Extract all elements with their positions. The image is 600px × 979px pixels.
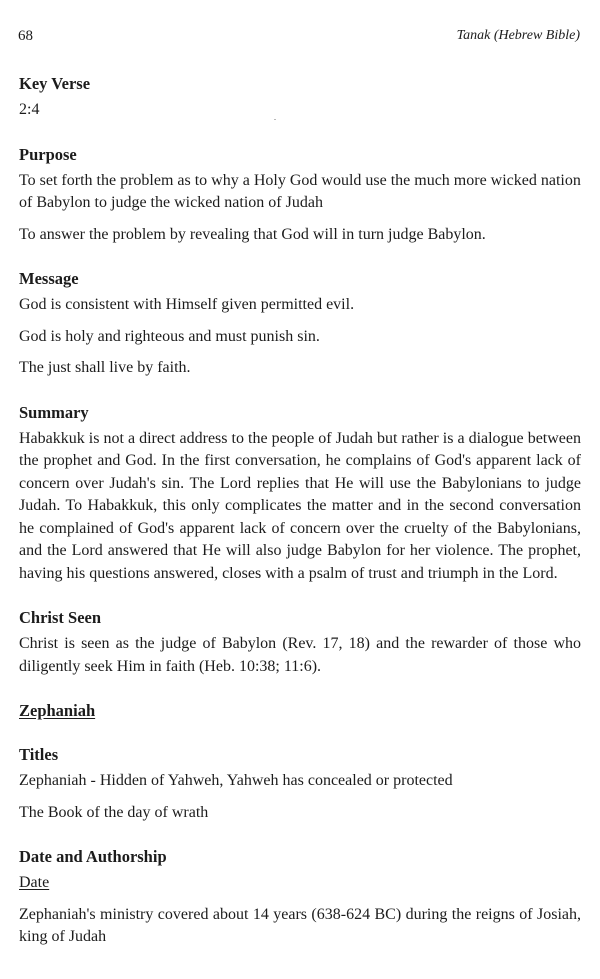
message-section <box>19 268 581 380</box>
purpose-section <box>19 144 581 247</box>
key-verse-text: 2:4 <box>19 101 40 118</box>
date-text: Zephaniah's ministry covered about 14 years (638-624 BC) during the reigns of Josiah, king of Judah <box>19 905 581 945</box>
titles-heading: Titles <box>19 745 59 764</box>
purpose-heading: Purpose <box>19 144 77 164</box>
date-authorship-heading: Date and Authorship <box>19 847 167 866</box>
titles-paragraph-1: Zephaniah - Hidden of Yahweh, Yahweh has concealed or protected <box>19 772 453 789</box>
summary-heading: Summary <box>19 402 89 422</box>
summary-text: Habakkuk is not a direct address to the people of Judah but rather is a dialogue between the prophet and God. In the first conversation, he complains of God's apparent lack of concern over Judah's sin. The Lord replies that He will use the Babylonians to judge Judah. To Habakkuk, this only complicates the matter and in the second conversation he complained of God's apparent lack of concern over the cruelty of the Babylonians, and the Lord answered that He will also judge Babylon for her violence. The prophet, having his questions answered, closes with a psalm of trust and triumph in the Lord. <box>19 429 581 582</box>
key-verse-heading: Key Verse <box>19 74 91 93</box>
purpose-paragraph-1: To set forth the problem as to why a Holy God would use the much more wicked nation of Babylon to judge the wicked nation of Judah <box>19 171 581 211</box>
christ-seen-section <box>19 607 581 678</box>
message-heading: Message <box>19 269 79 288</box>
date-authorship-block <box>19 846 581 949</box>
titles-block <box>19 744 581 824</box>
key-verse-section <box>19 73 581 122</box>
zephaniah-section <box>19 700 581 949</box>
running-head: Tanak (Hebrew Bible) <box>456 28 580 43</box>
summary-section <box>19 402 581 586</box>
christ-seen-heading: Christ Seen <box>19 608 102 627</box>
book-title-zephaniah: Zephaniah <box>19 701 96 720</box>
christ-seen-text: Christ is seen as the judge of Babylon (Rev. 17, 18) and the rewarder of those who diligently seek Him in faith (Heb. 10:38; 11:6). <box>19 635 581 675</box>
purpose-paragraph-2: To answer the problem by revealing that God will in turn judge Babylon. <box>19 225 486 243</box>
page-content <box>19 73 581 949</box>
message-paragraph-1: God is consistent with Himself given permitted evil. <box>19 296 355 313</box>
message-paragraph-2: God is holy and righteous and must punish sin. <box>19 327 320 345</box>
message-paragraph-3: The just shall live by faith. <box>19 359 191 376</box>
page-number: 68 <box>18 28 33 44</box>
titles-paragraph-2: The Book of the day of wrath <box>19 803 209 821</box>
date-subheading: Date <box>19 874 50 891</box>
